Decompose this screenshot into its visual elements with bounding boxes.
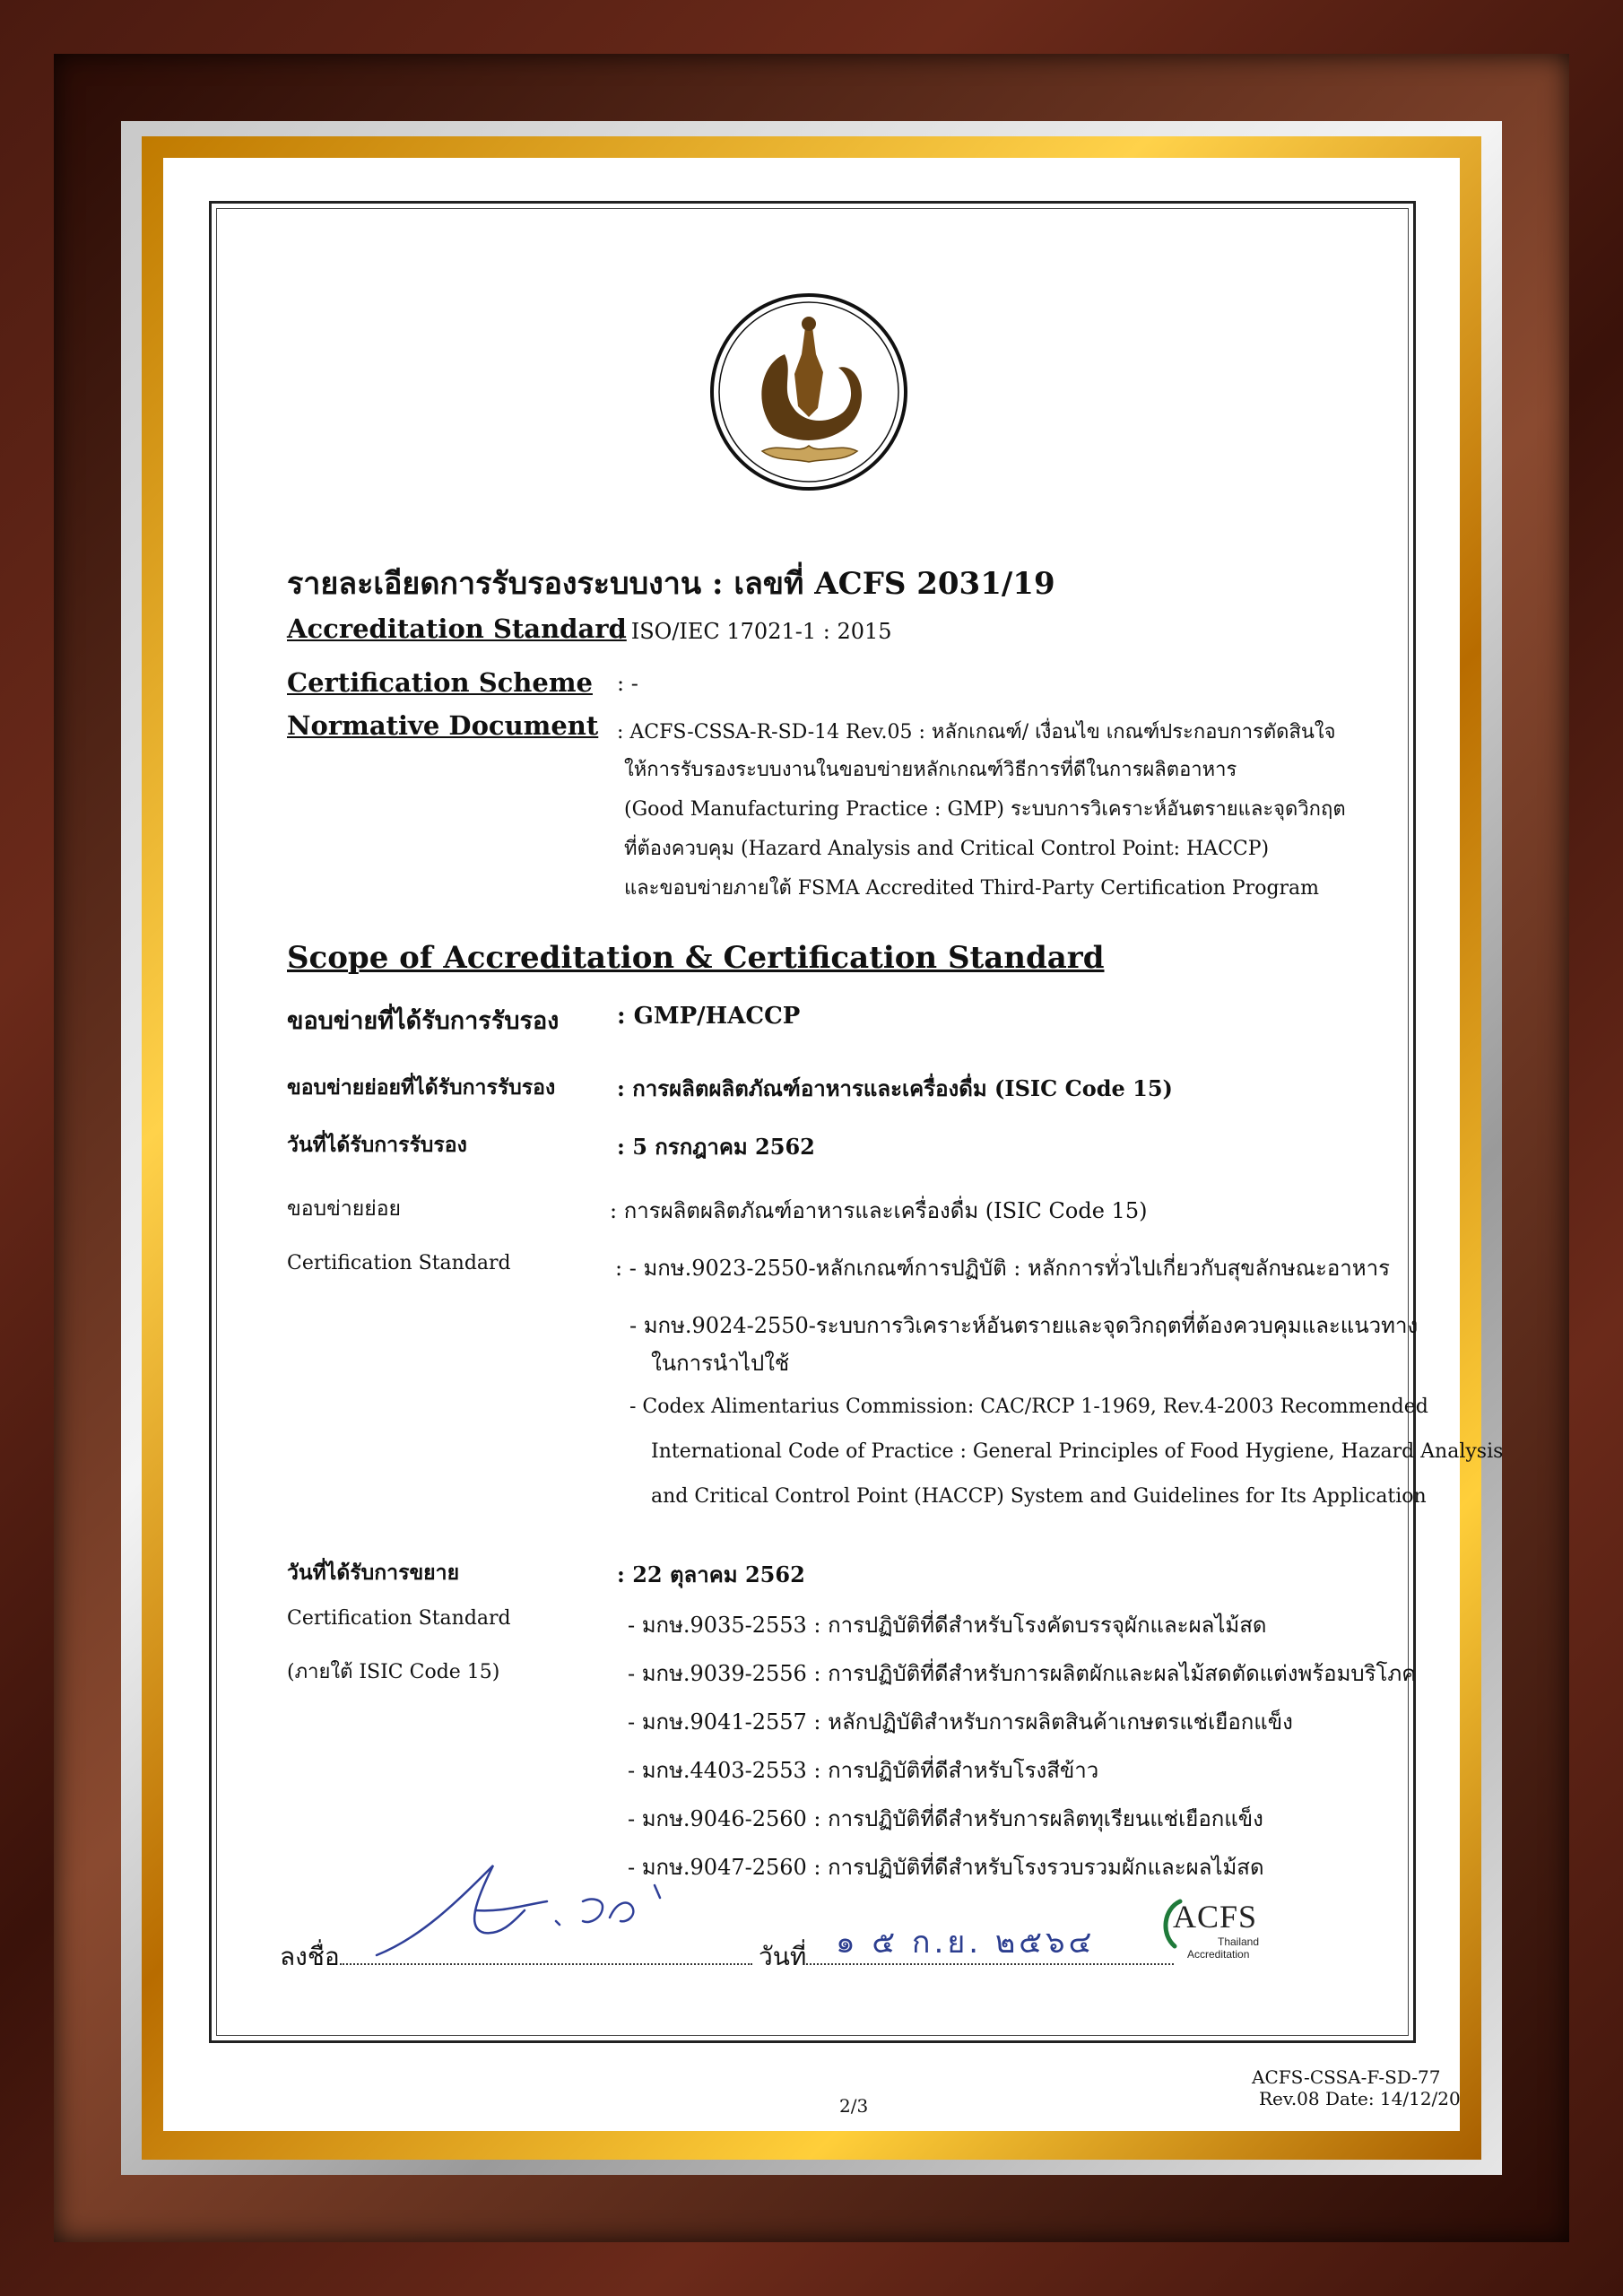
date-label: วันที่ xyxy=(759,1942,807,1971)
accreditation-standard-label: Accreditation Standard xyxy=(287,613,627,644)
sub-scope-label: ขอบข่ายย่อย xyxy=(287,1197,402,1221)
extension-date-value: : 22 ตุลาคม 2562 xyxy=(617,1561,805,1587)
page-number: 2/3 xyxy=(839,2095,869,2117)
handwritten-signature xyxy=(368,1848,744,1964)
acfs-logo xyxy=(1155,1892,1271,1964)
normative-line: (Good Manufacturing Practice : GMP) ระบบการวิเคราะห์อันตรายและจุดวิกฤต xyxy=(624,798,1346,821)
accreditation-date-label: วันที่ได้รับการรับรอง xyxy=(287,1133,467,1157)
form-revision: Rev.08 Date: 14/12/20 xyxy=(1259,2088,1461,2109)
royal-seal-emblem xyxy=(708,291,910,493)
certification-standard-line: ในการนำไปใช้ xyxy=(651,1351,790,1376)
subscope-label: ขอบข่ายย่อยที่ได้รับการรับรอง xyxy=(287,1075,556,1100)
normative-line: ที่ต้องควบคุม (Hazard Analysis and Critical Control Point: HACCP) xyxy=(624,838,1270,860)
certification-standard-line: and Critical Control Point (HACCP) System and Guidelines for Its Application xyxy=(651,1485,1427,1508)
accreditation-date-value: : 5 กรกฎาคม 2562 xyxy=(617,1134,815,1160)
certification-standard-line: - Codex Alimentarius Commission: CAC/RCP 1-1969, Rev.4-2003 Recommended xyxy=(629,1396,1428,1418)
extension-item: - มกษ.9047-2560 : การปฏิบัติที่ดีสำหรับโรงรวบรวมผักและผลไม้สด xyxy=(628,1855,1264,1880)
accreditation-standard-value: : ISO/IEC 17021-1 : 2015 xyxy=(617,619,892,644)
normative-document-label: Normative Document xyxy=(287,710,599,741)
scope-value: : GMP/HACCP xyxy=(617,1003,801,1030)
extension-item: - มกษ.9039-2556 : การปฏิบัติที่ดีสำหรับการผลิตผักและผลไม้สดตัดแต่งพร้อมบริโภค xyxy=(628,1661,1417,1686)
certification-standard-line: : - มกษ.9023-2550-หลักเกณฑ์การปฏิบัติ : หลักการทั่วไปเกี่ยวกับสุขลักษณะอาหาร xyxy=(615,1256,1390,1281)
normative-line: และขอบข่ายภายใต้ FSMA Accredited Third-Party Certification Program xyxy=(624,877,1320,900)
form-code: ACFS-CSSA-F-SD-77 xyxy=(1252,2066,1441,2088)
extension-item: - มกษ.9035-2553 : การปฏิบัติที่ดีสำหรับโรงคัดบรรจุผักและผลไม้สด xyxy=(628,1613,1267,1638)
certification-standard-line: International Code of Practice : General Principles of Food Hygiene, Hazard Analysis xyxy=(651,1440,1504,1463)
acfs-logo-text: ACFS xyxy=(1173,1899,1258,1935)
extension-isic-label: (ภายใต้ ISIC Code 15) xyxy=(287,1661,500,1683)
certification-standard-label: Certification Standard xyxy=(287,1252,511,1274)
signature-label: ลงชื่อ xyxy=(280,1942,340,1971)
acfs-logo-line1: Thailand xyxy=(1218,1935,1260,1948)
extension-item: - มกษ.9041-2557 : หลักปฏิบัติสำหรับการผลิตสินค้าเกษตรแช่เยือกแข็ง xyxy=(628,1709,1293,1735)
extension-standard-label: Certification Standard xyxy=(287,1607,511,1630)
scope-label: ขอบข่ายที่ได้รับการรับรอง xyxy=(287,1007,560,1035)
page-title: รายละเอียดการรับรองระบบงาน : เลขที่ ACFS 2031/19 xyxy=(287,566,1055,602)
normative-line: ให้การรับรองระบบงานในขอบข่ายหลักเกณฑ์วิธีการที่ดีในการผลิตอาหาร xyxy=(624,759,1237,781)
extension-item: - มกษ.9046-2560 : การปฏิบัติที่ดีสำหรับการผลิตทุเรียนแช่เยือกแข็ง xyxy=(628,1806,1263,1831)
extension-item: - มกษ.4403-2553 : การปฏิบัติที่ดีสำหรับโรงสีข้าว xyxy=(628,1758,1099,1783)
certification-scheme-value: : - xyxy=(617,671,638,696)
subscope-value: : การผลิตผลิตภัณฑ์อาหารและเครื่องดื่ม (ISIC Code 15) xyxy=(617,1075,1173,1101)
certification-standard-line: - มกษ.9024-2550-ระบบการวิเคราะห์อันตรายและจุดวิกฤตที่ต้องควบคุมและแนวทาง xyxy=(629,1313,1419,1338)
extension-date-label: วันที่ได้รับการขยาย xyxy=(287,1561,460,1585)
sub-scope-value: : การผลิตผลิตภัณฑ์อาหารและเครื่องดื่ม (ISIC Code 15) xyxy=(610,1198,1148,1223)
handwritten-date: ๑ ๕ ก.ย. ๒๕๖๔ xyxy=(836,1925,1096,1961)
normative-line: : ACFS-CSSA-R-SD-14 Rev.05 : หลักเกณฑ์/ เงื่อนไข เกณฑ์ประกอบการตัดสินใจ xyxy=(617,721,1336,744)
certification-scheme-label: Certification Scheme xyxy=(287,667,593,698)
acfs-logo-line2: Accreditation xyxy=(1187,1948,1250,1961)
scope-heading: Scope of Accreditation & Certification Standard xyxy=(287,940,1105,976)
